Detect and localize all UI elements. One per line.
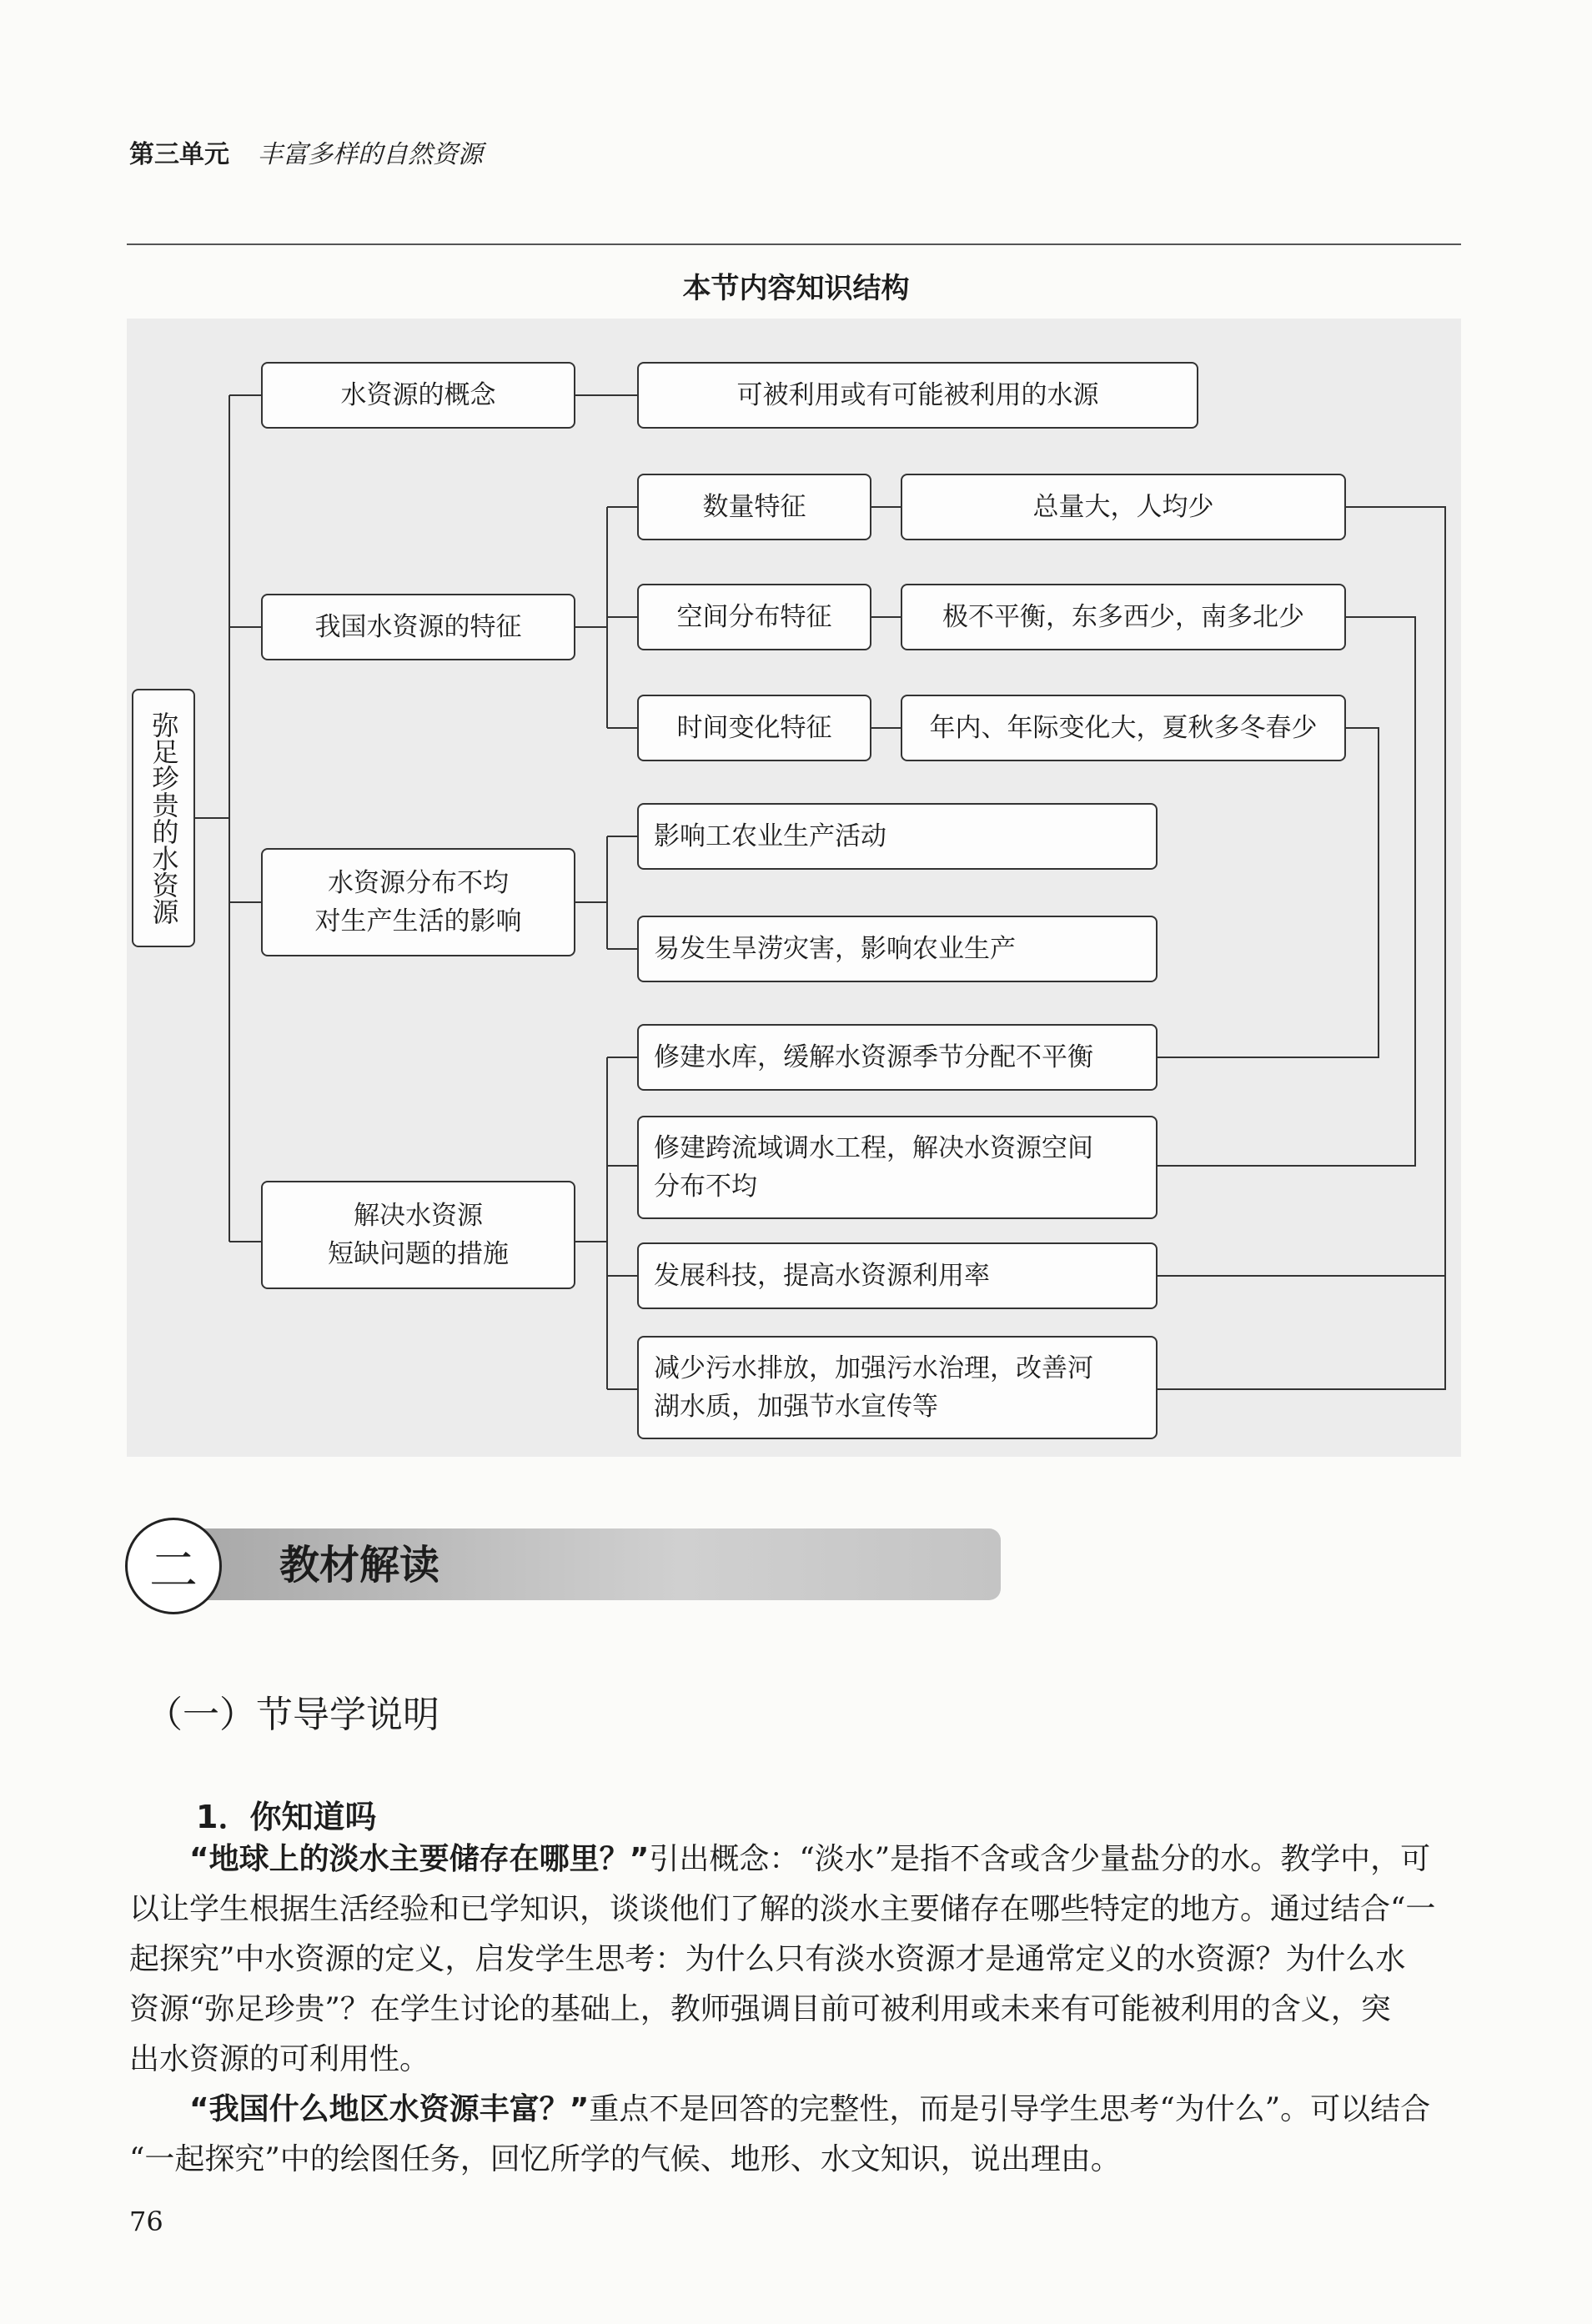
item-title: 1．你知道吗: [196, 1799, 377, 1835]
measure-item: [637, 1116, 1158, 1219]
paragraph-line: 引出概念：“淡水”是指不含或含少量盐分的水。教学中，可: [649, 1842, 1431, 1876]
impact-item: 易发生旱涝灾害，影响农业生产: [637, 916, 1158, 982]
paragraph-2: [129, 2085, 1464, 2185]
concept-node: 水资源的概念: [261, 362, 575, 429]
measure-item: [637, 1336, 1158, 1439]
measure-item-line: 发展科技，提高水资源利用率: [654, 1261, 990, 1291]
paragraph-line: “一起探究”中的绘图任务，回忆所学的气候、地形、水文知识，说出理由。: [129, 2142, 1121, 2176]
unit-label: 第三单元: [129, 140, 229, 169]
feature-quantity: 数量特征: [637, 474, 871, 540]
measures-label-line2: 短缺问题的措施: [328, 1239, 509, 1269]
measure-item-line: 修建水库，缓解水资源季节分配不平衡: [654, 1042, 1093, 1072]
feature-temporal-desc: 年内、年际变化大，夏秋多冬春少: [901, 695, 1346, 761]
paragraph-line: 重点不是回答的完整性，而是引导学生思考“为什么”。可以结合: [589, 2092, 1431, 2126]
measures-node: [261, 1181, 575, 1289]
measure-item-line: 湖水质，加强节水宣传等: [654, 1392, 938, 1422]
measure-item-line: 减少污水排放，加强污水治理，改善河: [654, 1353, 1093, 1383]
impact-node: [261, 848, 575, 956]
impact-item: 影响工农业生产活动: [637, 803, 1158, 870]
feature-temporal: 时间变化特征: [637, 695, 871, 761]
root-node: 弥足珍贵的水资源: [132, 689, 195, 947]
section-title: 教材解读: [279, 1542, 440, 1589]
concept-definition: 可被利用或有可能被利用的水源: [637, 362, 1198, 429]
page-number: 76: [129, 2206, 163, 2237]
measure-item-line: 修建跨流域调水工程，解决水资源空间: [654, 1133, 1093, 1163]
impact-label-line1: 水资源分布不均: [328, 868, 509, 898]
section-number: 二: [125, 1518, 222, 1614]
paragraph-question: “我国什么地区水资源丰富？”: [189, 2092, 590, 2126]
measure-item: [637, 1242, 1158, 1309]
paragraph-line: 以让学生根据生活经验和已学知识，谈谈他们了解的淡水主要储存在哪些特定的地方。通过结合“一: [129, 1892, 1436, 1926]
features-node: 我国水资源的特征: [261, 594, 575, 660]
measure-item: [637, 1024, 1158, 1091]
feature-quantity-desc: 总量大，人均少: [901, 474, 1346, 540]
feature-spatial: 空间分布特征: [637, 584, 871, 650]
paragraph-line: 资源“弥足珍贵”？在学生讨论的基础上，教师强调目前可被利用或未来有可能被利用的含义，突: [129, 1992, 1391, 2026]
paragraph-1: [129, 1835, 1464, 2085]
unit-title: 丰富多样的自然资源: [258, 140, 483, 169]
feature-spatial-desc: 极不平衡，东多西少，南多北少: [901, 584, 1346, 650]
paragraph-line: 起探究”中水资源的定义，启发学生思考：为什么只有淡水资源才是通常定义的水资源？为什么水: [129, 1942, 1406, 1976]
paragraph-line: 出水资源的可利用性。: [129, 2042, 430, 2076]
paragraph-question: “地球上的淡水主要储存在哪里？”: [189, 1842, 650, 1876]
subsection-title: （一）节导学说明: [146, 1694, 439, 1736]
measure-item-line: 分布不均: [654, 1172, 757, 1202]
impact-label-line2: 对生产生活的影响: [314, 906, 522, 936]
diagram-title: 本节内容知识结构: [682, 272, 910, 305]
measures-label-line1: 解决水资源: [354, 1201, 483, 1231]
